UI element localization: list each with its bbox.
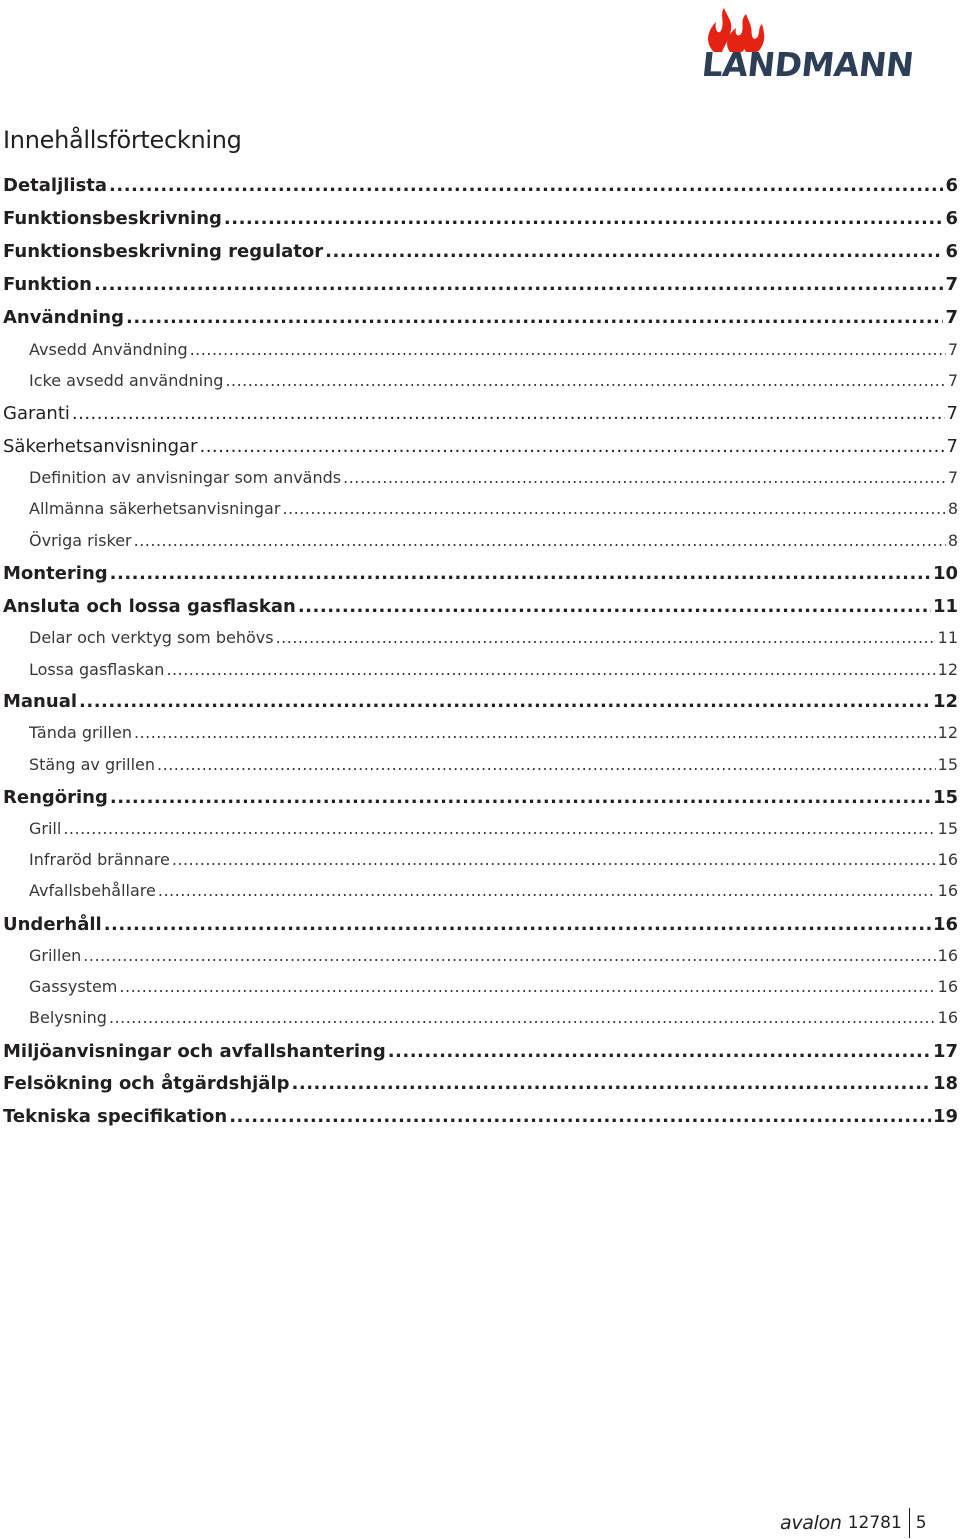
- toc-entry[interactable]: [0, 340, 958, 366]
- toc-entry[interactable]: [0, 241, 958, 267]
- toc-entry-label: Övriga risker: [29, 531, 132, 550]
- toc-entry-page: 15: [937, 819, 958, 838]
- toc-entry-page: 8: [947, 499, 958, 518]
- toc-entry[interactable]: [0, 660, 958, 686]
- toc-entry-page: 18: [932, 1073, 958, 1094]
- toc-entry-label: Grillen: [29, 946, 82, 965]
- toc-dot-leader: [388, 1041, 931, 1062]
- toc-dot-leader: [104, 914, 931, 935]
- toc-entry-page: 16: [937, 881, 958, 900]
- toc-entry-page: 10: [932, 563, 958, 584]
- toc-dot-leader: [63, 819, 935, 838]
- toc-entry[interactable]: [0, 691, 958, 717]
- toc-entry-label: Tekniska specifikation: [3, 1106, 228, 1127]
- toc-entry[interactable]: [0, 819, 958, 845]
- toc-entry-label: Infraröd brännare: [29, 850, 170, 869]
- toc-entry-label: Användning: [3, 307, 125, 328]
- toc-dot-leader: [172, 850, 936, 869]
- toc-entry[interactable]: [0, 274, 958, 300]
- page-footer: [780, 1508, 927, 1538]
- toc-entry-label: Garanti: [3, 403, 70, 424]
- toc-entry[interactable]: [0, 723, 958, 749]
- toc-entry-label: Grill: [29, 819, 62, 838]
- toc-dot-leader: [276, 628, 936, 647]
- toc-entry-label: Montering: [3, 563, 108, 584]
- toc-entry[interactable]: [0, 628, 958, 654]
- toc-entry[interactable]: [0, 499, 958, 525]
- toc-entry[interactable]: [0, 531, 958, 557]
- toc-entry-page: 8: [947, 531, 958, 550]
- toc-entry-label: Manual: [3, 691, 78, 712]
- toc-dot-leader: [134, 531, 946, 550]
- toc-dot-leader: [199, 436, 944, 457]
- toc-dot-leader: [158, 881, 936, 900]
- toc-entry[interactable]: [0, 563, 958, 589]
- toc-dot-leader: [190, 340, 946, 359]
- toc-entry[interactable]: [0, 977, 958, 1003]
- toc-entry-label: Funktion: [3, 274, 92, 295]
- toc-entry-page: 7: [945, 307, 958, 328]
- toc-dot-leader: [298, 596, 931, 617]
- toc-dot-leader: [292, 1073, 931, 1094]
- toc-entry-page: 19: [932, 1106, 958, 1127]
- toc-entry[interactable]: [0, 596, 958, 622]
- toc-entry-page: 7: [946, 436, 958, 457]
- toc-entry-page: 6: [945, 208, 958, 229]
- toc-entry-page: 11: [937, 628, 958, 647]
- toc-entry-label: Icke avsedd användning: [29, 371, 224, 390]
- toc-entry-page: 6: [945, 175, 958, 196]
- toc-entry-page: 12: [937, 723, 958, 742]
- toc-dot-leader: [79, 691, 931, 712]
- page-number: 5: [915, 1513, 927, 1533]
- toc-entry[interactable]: [0, 403, 958, 429]
- toc-entry-label: Allmänna säkerhetsanvisningar: [29, 499, 281, 518]
- toc-entry[interactable]: [0, 436, 958, 462]
- toc-entry[interactable]: [0, 850, 958, 876]
- toc-entry[interactable]: [0, 468, 958, 494]
- toc-entry-page: 12: [932, 691, 958, 712]
- toc-entry[interactable]: [0, 787, 958, 813]
- toc-dot-leader: [110, 787, 931, 808]
- toc-entry-page: 16: [937, 1008, 958, 1027]
- toc-entry[interactable]: [0, 881, 958, 907]
- toc-entry-label: Definition av anvisningar som används: [29, 468, 342, 487]
- toc-dot-leader: [126, 307, 943, 328]
- toc-entry-label: Miljöanvisningar och avfallshantering: [3, 1041, 386, 1062]
- toc-entry-page: 6: [945, 241, 958, 262]
- toc-entry-page: 17: [932, 1041, 958, 1062]
- toc-entry[interactable]: [0, 1041, 958, 1067]
- toc-dot-leader: [229, 1106, 931, 1127]
- toc-entry-label: Ansluta och lossa gasflaskan: [3, 596, 296, 617]
- toc-dot-leader: [134, 723, 936, 742]
- toc-entry[interactable]: [0, 946, 958, 972]
- toc-entry-label: Avsedd Användning: [29, 340, 188, 359]
- toc-entry-page: 7: [947, 371, 958, 390]
- toc-entry-label: Stäng av grillen: [29, 755, 156, 774]
- toc-dot-leader: [109, 1008, 936, 1027]
- toc-dot-leader: [72, 403, 945, 424]
- toc-dot-leader: [83, 946, 935, 965]
- toc-entry-page: 16: [937, 946, 958, 965]
- toc-entry[interactable]: [0, 371, 958, 397]
- toc-dot-leader: [94, 274, 944, 295]
- toc-entry-label: Säkerhetsanvisningar: [3, 436, 198, 457]
- toc-dot-leader: [225, 371, 945, 390]
- toc-dot-leader: [224, 208, 944, 229]
- toc-dot-leader: [166, 660, 935, 679]
- toc-entry-label: Underhåll: [3, 914, 102, 935]
- toc-dot-leader: [325, 241, 943, 262]
- toc-dot-leader: [343, 468, 946, 487]
- toc-entry-label: Rengöring: [3, 787, 108, 808]
- toc-entry-page: 7: [946, 403, 958, 424]
- toc-entry-label: Funktionsbeskrivning regulator: [3, 241, 324, 262]
- toc-entry-label: Lossa gasflaskan: [29, 660, 165, 679]
- toc-entry[interactable]: [0, 307, 958, 333]
- logo-wordmark: LANDMANN: [700, 45, 916, 84]
- toc-dot-leader: [110, 563, 931, 584]
- toc-entry[interactable]: [0, 755, 958, 781]
- toc-entry-page: 15: [932, 787, 958, 808]
- toc-entry-page: 11: [932, 596, 958, 617]
- toc-dot-leader: [119, 977, 935, 996]
- toc-entry-label: Funktionsbeskrivning: [3, 208, 222, 229]
- footer-divider: [909, 1508, 910, 1538]
- toc-entry-page: 7: [947, 340, 958, 359]
- toc-entry[interactable]: [0, 175, 958, 201]
- toc-dot-leader: [109, 175, 943, 196]
- toc-entry-page: 7: [947, 468, 958, 487]
- toc-dot-leader: [282, 499, 945, 518]
- toc-entry-label: Felsökning och åtgärdshjälp: [3, 1073, 290, 1094]
- toc-entry-page: 7: [945, 274, 958, 295]
- toc-entry[interactable]: [0, 1008, 958, 1034]
- toc-entry-page: 16: [937, 850, 958, 869]
- toc-entry[interactable]: [0, 1073, 958, 1099]
- toc-entry-label: Belysning: [29, 1008, 107, 1027]
- toc-entry-page: 12: [937, 660, 958, 679]
- toc-entry-label: Tända grillen: [29, 723, 132, 742]
- toc-entry[interactable]: [0, 914, 958, 940]
- toc-dot-leader: [157, 755, 936, 774]
- toc-entry[interactable]: [0, 1106, 958, 1132]
- toc-entry-page: 15: [937, 755, 958, 774]
- footer-brand: avalon: [780, 1512, 842, 1534]
- toc-entry-page: 16: [937, 977, 958, 996]
- landmann-logo: [700, 6, 958, 84]
- toc-entry-label: Gassystem: [29, 977, 118, 996]
- footer-model-number: 12781: [847, 1513, 902, 1533]
- toc-entry[interactable]: [0, 208, 958, 234]
- toc-entry-label: Detaljlista: [3, 175, 108, 196]
- toc-entry-page: 16: [932, 914, 958, 935]
- page-title: Innehållsförteckning: [3, 126, 242, 154]
- toc-entry-label: Avfallsbehållare: [29, 881, 156, 900]
- toc-entry-label: Delar och verktyg som behövs: [29, 628, 274, 647]
